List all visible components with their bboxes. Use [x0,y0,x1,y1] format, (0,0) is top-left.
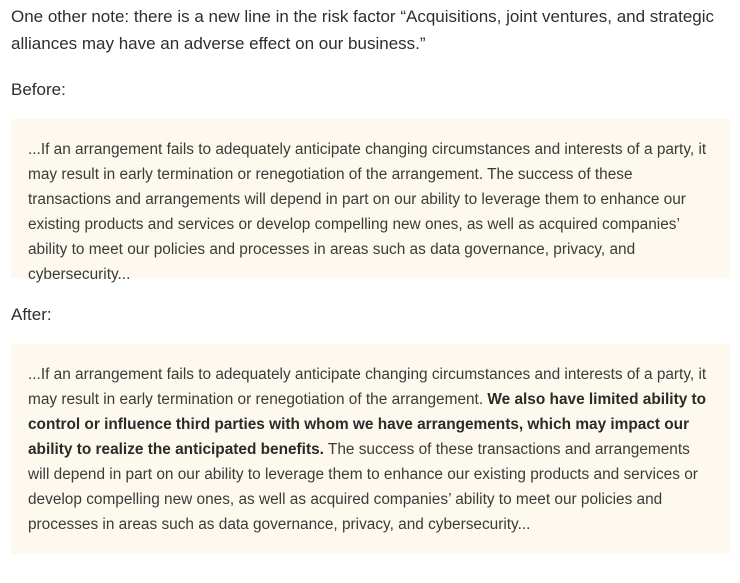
after-label: After: [11,305,52,324]
before-label: Before: [11,80,66,99]
after-quote-start: ...If an arrangement fails to adequately anticipate changing circumstances and interests of a party, it may result in early termination or renegotiation of the arrangement. [28,366,707,408]
after-quote-text [28,362,708,537]
after-quote [11,344,730,554]
before-quote-text: ...If an arrangement fails to adequately anticipate changing circumstances and interests of a party, it may result in early termination or renegotiation of the arrangement. The success of these transactions and arrangements will depend in part on our ability to leverage them to enhance our existing products and services or develop compelling new ones, as well as acquired companies’ ability to meet our policies and processes in areas such as data governance, privacy, and cybersecurity... [28,141,707,283]
after-quote-added-sentence: We also have limited ability to control or influence third parties with whom we have arrangements, which may impact our ability to realize the anticipated benefits. [28,391,707,458]
after-quote-end: The success of these transactions and arrangements will depend in part on our ability to leverage them to enhance our existing products and services or develop compelling new ones, as well as acquired companies’ ability to meet our policies and processes in areas such as data governance, privacy, and cybersecurity... [28,441,698,533]
before-quote [11,119,730,283]
intro-paragraph: One other note: there is a new line in the risk factor “Acquisitions, joint ventures, and strategic alliances may have an adverse effect on our business.” [11,7,715,53]
